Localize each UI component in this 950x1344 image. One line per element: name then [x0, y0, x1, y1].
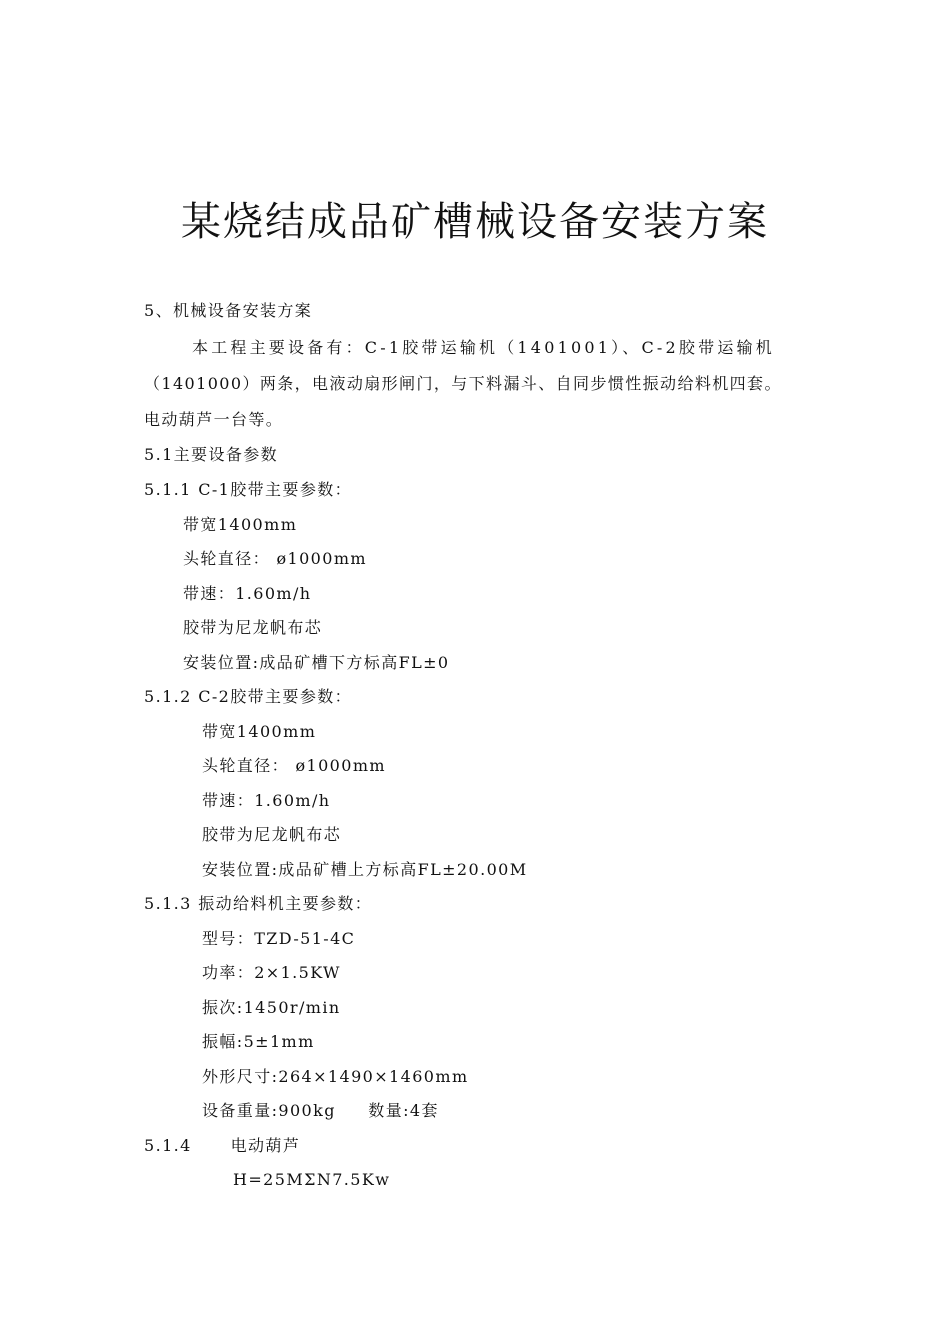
c1-param-belt-width: 带宽1400mm: [183, 515, 298, 534]
c2-param-belt-speed: 带速：1.60m/h: [202, 791, 331, 810]
feeder-param-model: 型号：TZD-51-4C: [202, 929, 356, 948]
c2-param-belt-width: 带宽1400mm: [202, 722, 317, 741]
section-5-1-1-heading: 5.1.1 C-1胶带主要参数：: [144, 480, 353, 499]
intro-line-3: 电动葫芦一台等。: [144, 410, 284, 429]
section-5-heading: 5、机械设备安装方案: [144, 301, 313, 320]
feeder-param-amplitude: 振幅:5±1mm: [202, 1032, 315, 1051]
section-5-1-heading: 5.1主要设备参数: [144, 445, 279, 464]
feeder-param-frequency: 振次:1450r/min: [202, 998, 341, 1017]
hoist-param-spec: H=25MΣN7.5Kw: [233, 1170, 391, 1189]
section-5-1-2-heading: 5.1.2 C-2胶带主要参数：: [144, 687, 353, 706]
c1-param-location: 安装位置:成品矿槽下方标高FL±0: [183, 653, 450, 672]
section-5-1-4-heading: 5.1.4 电动葫芦: [144, 1136, 301, 1155]
intro-line-2: （1401000）两条，电液动扇形闸门，与下料漏斗、自同步惯性振动给料机四套。: [144, 374, 782, 393]
intro-line-1: 本工程主要设备有：C-1胶带运输机（1401001）、C-2胶带运输机: [192, 338, 775, 357]
document-title: 某烧结成品矿槽械设备安装方案: [181, 199, 769, 245]
feeder-param-weight-quantity: 设备重量:900kg 数量:4套: [202, 1101, 439, 1120]
feeder-param-dimensions: 外形尺寸:264×1490×1460mm: [202, 1067, 469, 1086]
c1-param-belt-speed: 带速：1.60m/h: [183, 584, 312, 603]
c2-param-location: 安装位置:成品矿槽上方标高FL±20.00M: [202, 860, 528, 879]
c2-param-belt-type: 胶带为尼龙帆布芯: [202, 825, 342, 844]
section-5-1-3-heading: 5.1.3 振动给料机主要参数：: [144, 894, 373, 913]
feeder-param-power: 功率：2×1.5KW: [202, 963, 341, 982]
c2-param-head-pulley: 头轮直径： ø1000mm: [202, 756, 386, 775]
c1-param-head-pulley: 头轮直径： ø1000mm: [183, 549, 367, 568]
c1-param-belt-type: 胶带为尼龙帆布芯: [183, 618, 323, 637]
